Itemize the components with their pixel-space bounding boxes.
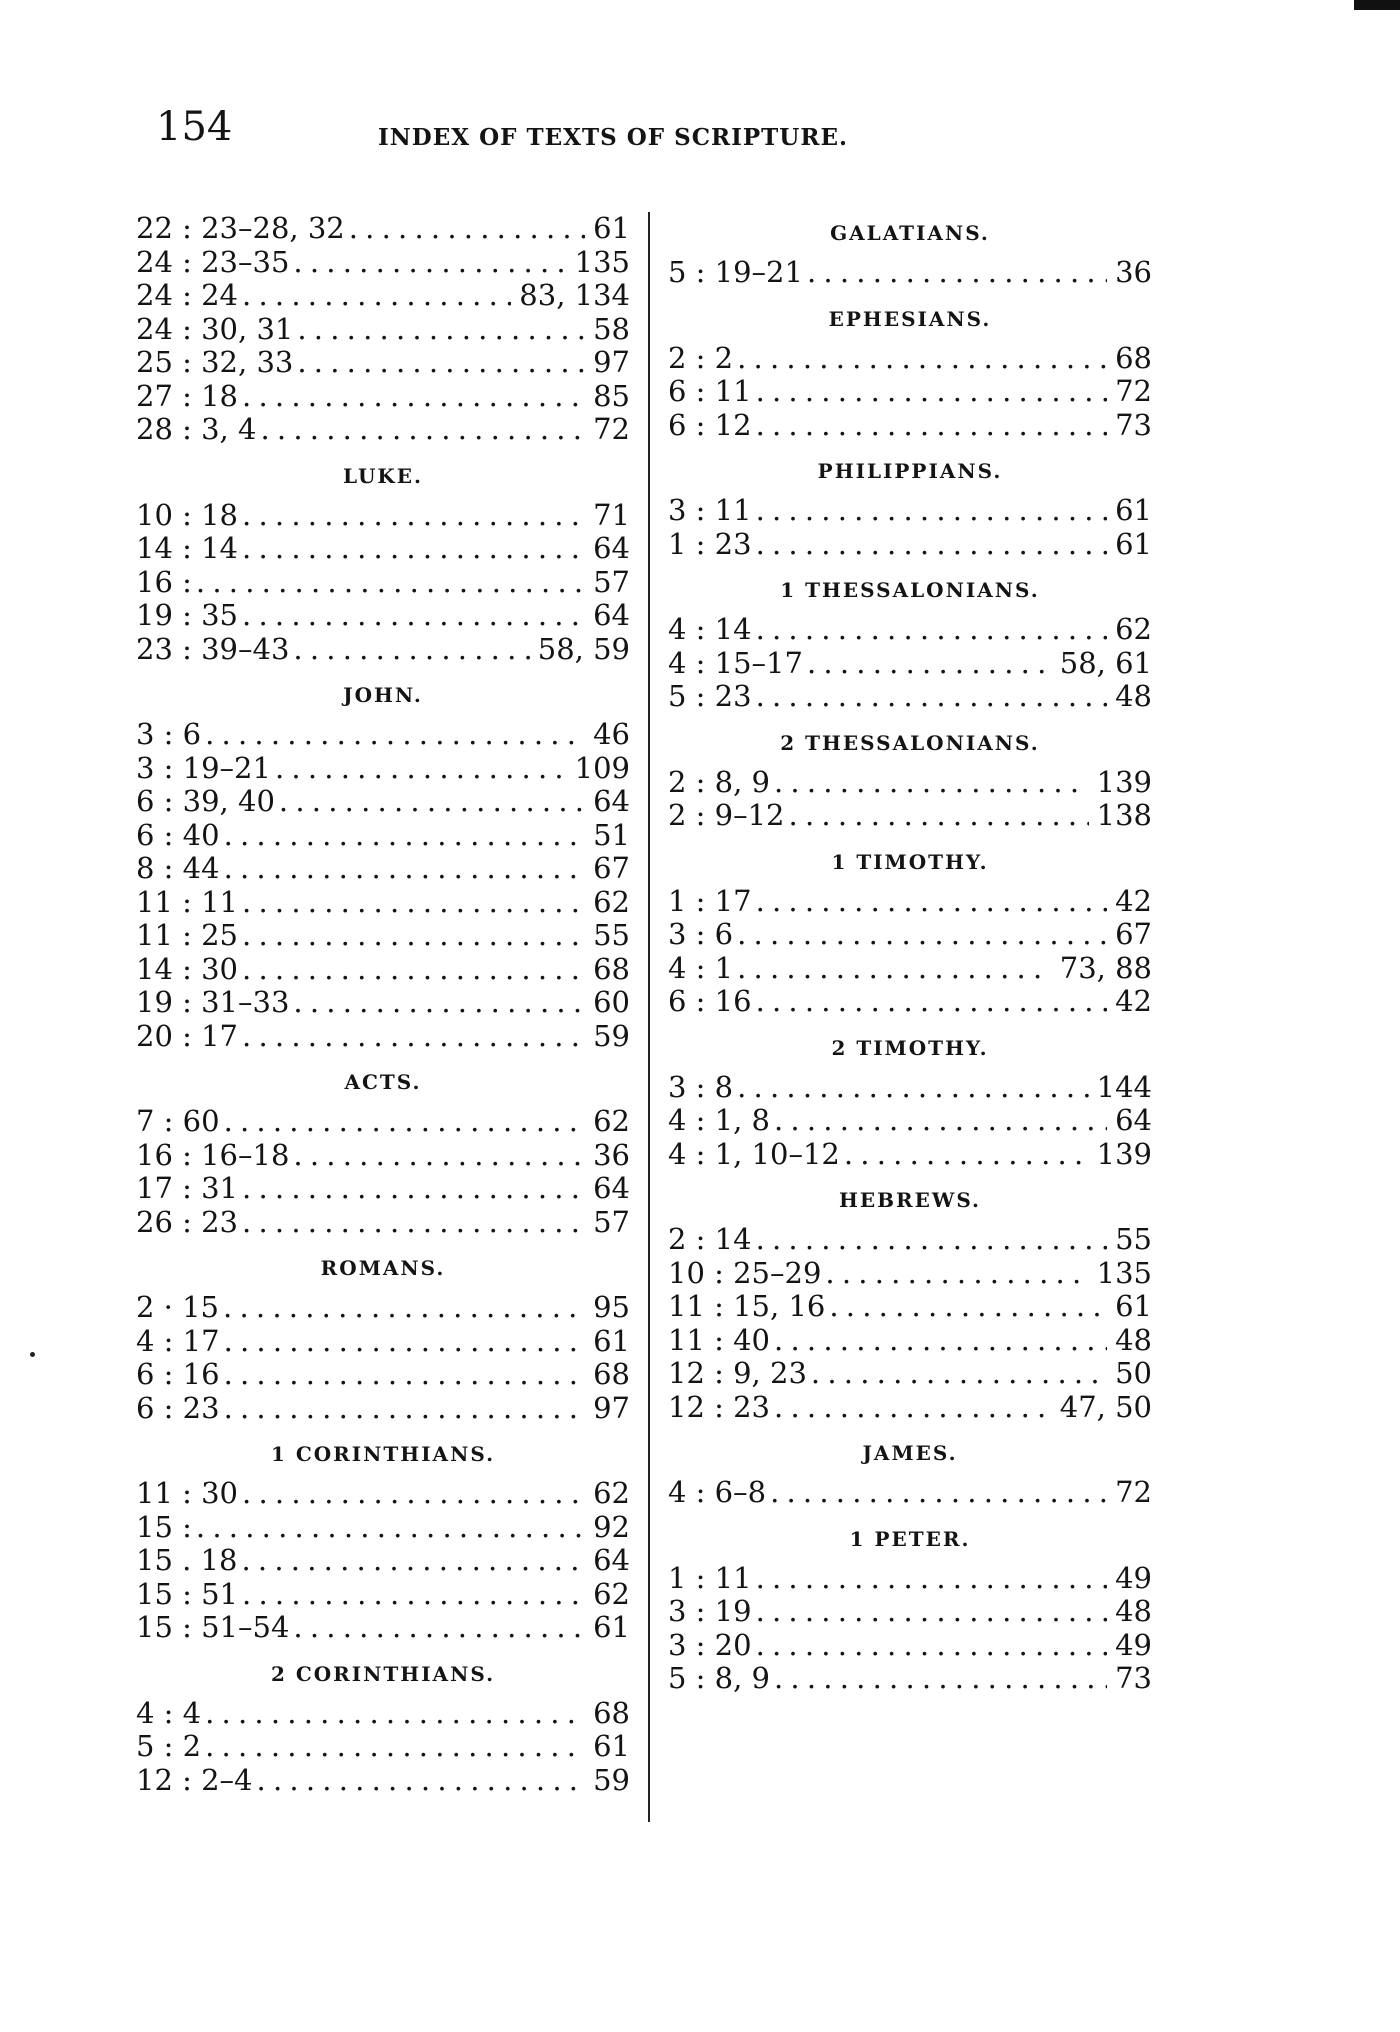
book-heading: 2 THESSALONIANS. <box>780 730 1040 755</box>
index-entry <box>136 246 630 280</box>
page-reference: 138 <box>1096 798 1152 832</box>
margin-speck <box>30 1352 35 1357</box>
verse-reference: 25 : 32, 33 <box>136 345 294 379</box>
verse-reference: 6 : 40 <box>136 817 220 852</box>
book-heading: EPHESIANS. <box>828 306 992 331</box>
verse-reference: 15 : 51–54 <box>136 1610 290 1644</box>
index-entry <box>136 1697 630 1731</box>
dot-leader <box>224 1105 586 1139</box>
dot-leader <box>242 380 585 414</box>
dot-leader <box>196 566 585 600</box>
dot-leader <box>756 1223 1108 1257</box>
book-heading: 2 TIMOTHY. <box>831 1035 989 1060</box>
verse-reference: 19 : 35 <box>136 598 239 632</box>
dot-leader <box>737 952 1052 986</box>
page-reference: 59 <box>593 1018 630 1053</box>
book-heading: 1 THESSALONIANS. <box>780 578 1040 602</box>
book-heading: JAMES. <box>862 1441 958 1465</box>
verse-reference: 1 : 17 <box>668 883 752 918</box>
page-reference: 55 <box>593 918 630 952</box>
page-reference: 83, 134 <box>519 278 630 312</box>
page-reference: 49 <box>1115 1560 1152 1595</box>
verse-reference: 3 : 19–21 <box>136 750 271 785</box>
index-entry <box>136 1392 630 1426</box>
dot-leader <box>774 1391 1052 1425</box>
dot-leader <box>756 985 1108 1019</box>
verse-reference: 4 : 4 <box>136 1695 202 1730</box>
dot-leader <box>241 1544 585 1578</box>
page-reference: 139 <box>1096 764 1152 799</box>
dot-leader <box>807 256 1107 290</box>
dot-leader <box>756 680 1108 714</box>
index-entry <box>668 1391 1152 1425</box>
verse-reference: 6 : 23 <box>136 1390 220 1425</box>
page-reference: 48 <box>1115 679 1152 713</box>
index-entry <box>136 718 630 752</box>
verse-reference: 6 : 12 <box>668 407 752 442</box>
verse-reference: 2 · 15 <box>136 1290 220 1324</box>
dot-leader <box>205 1697 585 1731</box>
index-entry <box>136 413 630 447</box>
page-number: 154 <box>156 104 233 150</box>
page-reference: 72 <box>1115 374 1152 408</box>
dot-leader <box>242 1206 585 1240</box>
index-entry <box>136 313 630 347</box>
book-heading: GALATIANS. <box>830 221 990 245</box>
dot-leader <box>297 313 585 347</box>
page-reference: 68 <box>593 1695 630 1730</box>
index-entry <box>668 799 1152 833</box>
index-entry <box>668 1290 1152 1324</box>
dot-leader <box>774 1324 1107 1358</box>
index-entry <box>136 1020 630 1054</box>
verse-reference: 20 : 17 <box>136 1018 239 1053</box>
page-reference: 61 <box>1115 1289 1152 1323</box>
index-entry <box>668 1476 1152 1510</box>
page-reference: 67 <box>1115 917 1152 951</box>
index-entry <box>136 1730 630 1764</box>
verse-reference: 14 : 30 <box>136 951 239 986</box>
dot-leader <box>257 1764 586 1798</box>
index-entry <box>668 766 1152 800</box>
verse-reference: 3 : 6 <box>668 917 734 951</box>
dot-leader <box>756 1595 1108 1629</box>
index-entry <box>136 1764 630 1798</box>
page-reference: 85 <box>593 378 630 413</box>
verse-reference: 3 : 19 <box>668 1594 752 1628</box>
dot-leader <box>789 799 1089 833</box>
page-reference: 51 <box>593 817 630 852</box>
page-reference: 48 <box>1115 1594 1152 1628</box>
page-reference: 68 <box>593 1357 630 1391</box>
index-entry <box>668 375 1152 409</box>
page-reference: 64 <box>593 1543 630 1577</box>
book-heading: 2 CORINTHIANS. <box>270 1661 496 1686</box>
verse-reference: 6 : 16 <box>668 984 752 1018</box>
verse-reference: 11 : 11 <box>136 884 239 919</box>
index-entry <box>136 1544 630 1578</box>
scan-corner-mark <box>1354 0 1400 10</box>
index-entry <box>136 819 630 853</box>
index-column-right <box>668 212 1152 1696</box>
index-entry <box>136 852 630 886</box>
page-reference: 64 <box>593 598 630 632</box>
page-reference: 62 <box>593 1476 630 1510</box>
dot-leader <box>293 1611 585 1645</box>
verse-reference: 2 : 8, 9 <box>668 764 770 799</box>
verse-reference: 23 : 39–43 <box>136 631 290 666</box>
dot-leader <box>196 1511 585 1545</box>
book-heading: HEBREWS. <box>838 1188 982 1212</box>
dot-leader <box>774 1104 1107 1138</box>
page-reference: 73, 88 <box>1059 950 1152 985</box>
index-entry <box>668 680 1152 714</box>
page-reference: 61 <box>593 211 630 245</box>
dot-leader <box>737 342 1107 376</box>
dot-leader <box>770 1476 1107 1510</box>
index-entry <box>136 532 630 566</box>
dot-leader <box>224 819 586 853</box>
dot-leader <box>224 852 586 886</box>
dot-leader <box>205 1730 585 1764</box>
verse-reference: 4 : 17 <box>136 1323 220 1358</box>
dot-leader <box>205 718 585 752</box>
dot-leader <box>756 613 1108 647</box>
verse-reference: 27 : 18 <box>136 378 239 413</box>
verse-reference: 3 : 11 <box>668 493 752 527</box>
index-entry <box>136 1206 630 1240</box>
dot-leader <box>224 1358 586 1392</box>
dot-leader <box>349 212 585 246</box>
index-entry <box>136 1172 630 1206</box>
page-reference: 97 <box>593 345 630 379</box>
verse-reference: 14 : 14 <box>136 531 239 565</box>
dot-leader <box>829 1290 1107 1324</box>
verse-reference: 2 : 2 <box>668 340 734 375</box>
verse-reference: 4 : 14 <box>668 612 752 646</box>
page-reference: 61 <box>593 1729 630 1763</box>
index-entry <box>136 1358 630 1392</box>
page-reference: 64 <box>593 784 630 818</box>
verse-reference: 16 : 16–18 <box>136 1137 290 1172</box>
index-entry <box>668 1595 1152 1629</box>
dot-leader <box>279 785 585 819</box>
verse-reference: 10 : 25–29 <box>668 1255 822 1290</box>
dot-leader <box>756 494 1108 528</box>
page-reference: 50 <box>1115 1356 1152 1390</box>
dot-leader <box>242 1020 585 1054</box>
page-reference: 57 <box>593 1204 630 1239</box>
page-reference: 61 <box>1115 526 1152 561</box>
dot-leader <box>242 499 585 533</box>
dot-leader <box>756 1562 1108 1596</box>
index-entry <box>668 342 1152 376</box>
verse-reference: 8 : 44 <box>136 851 220 885</box>
index-column-left <box>136 212 630 1797</box>
book-heading: JOHN. <box>343 683 423 707</box>
dot-leader <box>224 1392 586 1426</box>
index-entry <box>136 279 630 313</box>
verse-reference: 4 : 15–17 <box>668 645 803 680</box>
dot-leader <box>825 1257 1088 1291</box>
index-entry <box>668 952 1152 986</box>
page-reference: 58, 61 <box>1059 645 1152 680</box>
dot-leader <box>293 246 566 280</box>
dot-leader <box>756 409 1108 443</box>
page-reference: 64 <box>593 531 630 565</box>
index-entry <box>668 1138 1152 1172</box>
page-reference: 62 <box>593 884 630 919</box>
running-title: INDEX OF TEXTS OF SCRIPTURE. <box>378 124 848 151</box>
index-entry <box>668 647 1152 681</box>
dot-leader <box>774 1662 1107 1696</box>
index-entry <box>136 752 630 786</box>
page-reference: 49 <box>1115 1627 1152 1662</box>
verse-reference: 11 : 25 <box>136 918 239 952</box>
page-header <box>156 102 1156 162</box>
dot-leader <box>293 1139 585 1173</box>
dot-leader <box>811 1357 1107 1391</box>
book-heading: ACTS. <box>344 1070 422 1094</box>
book-heading: PHILIPPIANS. <box>817 459 1003 483</box>
page-reference: 109 <box>574 750 630 785</box>
dot-leader <box>242 886 585 920</box>
index-entry <box>668 1629 1152 1663</box>
page-reference: 68 <box>593 951 630 986</box>
verse-reference: 24 : 30, 31 <box>136 311 294 346</box>
dot-leader <box>844 1138 1089 1172</box>
verse-reference: 11 : 15, 16 <box>668 1289 826 1323</box>
verse-reference: 4 : 1, 8 <box>668 1103 770 1137</box>
verse-reference: 12 : 9, 23 <box>668 1356 807 1390</box>
verse-reference: 11 : 30 <box>136 1476 239 1510</box>
verse-reference: 4 : 6–8 <box>668 1475 767 1509</box>
index-entry <box>668 1662 1152 1696</box>
verse-reference: 15 : <box>136 1509 192 1544</box>
index-entry <box>136 633 630 667</box>
page-reference: 61 <box>1115 493 1152 527</box>
verse-reference: 11 : 40 <box>668 1322 771 1357</box>
column-divider <box>648 212 650 1822</box>
index-entry <box>136 599 630 633</box>
dot-leader <box>293 633 529 667</box>
page-reference: 58, 59 <box>537 631 630 666</box>
verse-reference: 4 : 1, 10–12 <box>668 1136 840 1171</box>
index-entry <box>668 1071 1152 1105</box>
verse-reference: 6 : 39, 40 <box>136 784 275 818</box>
dot-leader <box>756 1629 1108 1663</box>
verse-reference: 5 : 2 <box>136 1729 202 1763</box>
verse-reference: 7 : 60 <box>136 1104 220 1138</box>
dot-leader <box>242 1172 585 1206</box>
dot-leader <box>224 1325 586 1359</box>
book-heading: 1 TIMOTHY. <box>831 849 989 874</box>
index-entry <box>668 1562 1152 1596</box>
verse-reference: 10 : 18 <box>136 497 239 532</box>
page-reference: 73 <box>1115 407 1152 442</box>
book-heading: 1 CORINTHIANS. <box>270 1442 496 1466</box>
index-entry <box>136 1325 630 1359</box>
index-entry <box>668 918 1152 952</box>
page-reference: 47, 50 <box>1059 1389 1152 1424</box>
index-entry <box>136 212 630 246</box>
index-entry <box>668 409 1152 443</box>
index-entry <box>668 885 1152 919</box>
page-reference: 61 <box>593 1610 630 1644</box>
verse-reference: 19 : 31–33 <box>136 985 290 1019</box>
verse-reference: 12 : 2–4 <box>136 1762 253 1797</box>
index-entry <box>136 1139 630 1173</box>
index-entry <box>136 1291 630 1325</box>
index-entry <box>668 1357 1152 1391</box>
dot-leader <box>223 1291 585 1325</box>
index-entry <box>136 499 630 533</box>
book-heading: 1 PETER. <box>849 1526 971 1551</box>
page-reference: 64 <box>593 1171 630 1205</box>
page-reference: 57 <box>593 564 630 599</box>
dot-leader <box>297 346 585 380</box>
verse-reference: 28 : 3, 4 <box>136 412 257 446</box>
verse-reference: 15 . 18 <box>136 1543 238 1577</box>
page-reference: 61 <box>593 1323 630 1358</box>
dot-leader <box>756 885 1108 919</box>
page-reference: 55 <box>1115 1222 1152 1256</box>
dot-leader <box>242 1578 585 1612</box>
dot-leader <box>242 953 585 987</box>
dot-leader <box>242 532 585 566</box>
dot-leader <box>293 986 585 1020</box>
index-entry <box>136 1477 630 1511</box>
verse-reference: 5 : 19–21 <box>668 255 803 289</box>
index-entry <box>136 566 630 600</box>
index-entry <box>136 1578 630 1612</box>
dot-leader <box>737 918 1107 952</box>
page-reference: 62 <box>593 1576 630 1611</box>
book-heading: LUKE. <box>343 463 423 488</box>
index-entry <box>136 346 630 380</box>
verse-reference: 17 : 31 <box>136 1171 239 1205</box>
dot-leader <box>737 1071 1089 1105</box>
index-entry <box>136 380 630 414</box>
index-entry <box>668 1104 1152 1138</box>
index-entry <box>668 256 1152 290</box>
dot-leader <box>756 375 1108 409</box>
verse-reference: 2 : 14 <box>668 1222 752 1256</box>
verse-reference: 5 : 23 <box>668 679 752 713</box>
index-entry <box>136 1511 630 1545</box>
verse-reference: 12 : 23 <box>668 1389 771 1424</box>
page-reference: 62 <box>1115 612 1152 646</box>
index-entry <box>136 986 630 1020</box>
dot-leader <box>242 1477 585 1511</box>
page-reference: 135 <box>1096 1255 1152 1290</box>
index-entry <box>668 1257 1152 1291</box>
index-entry <box>668 494 1152 528</box>
page-reference: 59 <box>593 1762 630 1797</box>
verse-reference: 6 : 11 <box>668 374 752 408</box>
index-entry <box>136 953 630 987</box>
index-entry <box>668 985 1152 1019</box>
index-entry <box>668 1223 1152 1257</box>
index-entry <box>136 919 630 953</box>
dot-leader <box>774 766 1089 800</box>
dot-leader <box>242 919 585 953</box>
verse-reference: 5 : 8, 9 <box>668 1661 770 1695</box>
page-reference: 58 <box>593 311 630 346</box>
page-reference: 92 <box>593 1509 630 1544</box>
index-entry <box>136 886 630 920</box>
page-reference: 95 <box>593 1290 630 1324</box>
page-reference: 64 <box>1115 1103 1152 1137</box>
dot-leader <box>807 647 1052 681</box>
index-entry <box>668 528 1152 562</box>
verse-reference: 6 : 16 <box>136 1357 220 1391</box>
verse-reference: 15 : 51 <box>136 1576 239 1611</box>
page-reference: 72 <box>593 412 630 446</box>
dot-leader <box>242 279 511 313</box>
page-reference: 36 <box>593 1137 630 1172</box>
page-reference: 135 <box>574 244 630 279</box>
verse-reference: 16 : <box>136 564 192 599</box>
page-reference: 42 <box>1115 883 1152 918</box>
verse-reference: 3 : 8 <box>668 1069 734 1104</box>
page-reference: 67 <box>593 851 630 885</box>
page-reference: 42 <box>1115 984 1152 1018</box>
verse-reference: 1 : 23 <box>668 526 752 561</box>
dot-leader <box>260 413 585 447</box>
page-reference: 46 <box>593 717 630 751</box>
verse-reference: 1 : 11 <box>668 1560 752 1595</box>
verse-reference: 24 : 24 <box>136 278 239 312</box>
verse-reference: 26 : 23 <box>136 1204 239 1239</box>
dot-leader <box>275 752 567 786</box>
index-entry <box>136 1611 630 1645</box>
page-reference: 62 <box>593 1104 630 1138</box>
verse-reference: 24 : 23–35 <box>136 244 290 279</box>
page-reference: 97 <box>593 1390 630 1425</box>
book-heading: ROMANS. <box>320 1256 446 1280</box>
index-entry <box>136 1105 630 1139</box>
dot-leader <box>756 528 1108 562</box>
verse-reference: 22 : 23–28, 32 <box>136 211 345 245</box>
verse-reference: 3 : 20 <box>668 1627 752 1662</box>
verse-reference: 2 : 9–12 <box>668 798 785 832</box>
index-entry <box>136 785 630 819</box>
dot-leader <box>242 599 585 633</box>
page-reference: 139 <box>1096 1136 1152 1171</box>
index-entry <box>668 1324 1152 1358</box>
verse-reference: 3 : 6 <box>136 717 202 751</box>
page-reference: 73 <box>1115 1661 1152 1695</box>
index-entry <box>668 613 1152 647</box>
page-reference: 48 <box>1115 1322 1152 1357</box>
page-reference: 60 <box>593 985 630 1019</box>
verse-reference: 4 : 1 <box>668 950 734 985</box>
page-reference: 68 <box>1115 340 1152 375</box>
page-reference: 72 <box>1115 1475 1152 1509</box>
page-reference: 144 <box>1096 1069 1152 1104</box>
page-reference: 71 <box>593 497 630 532</box>
page-reference: 36 <box>1115 255 1152 289</box>
